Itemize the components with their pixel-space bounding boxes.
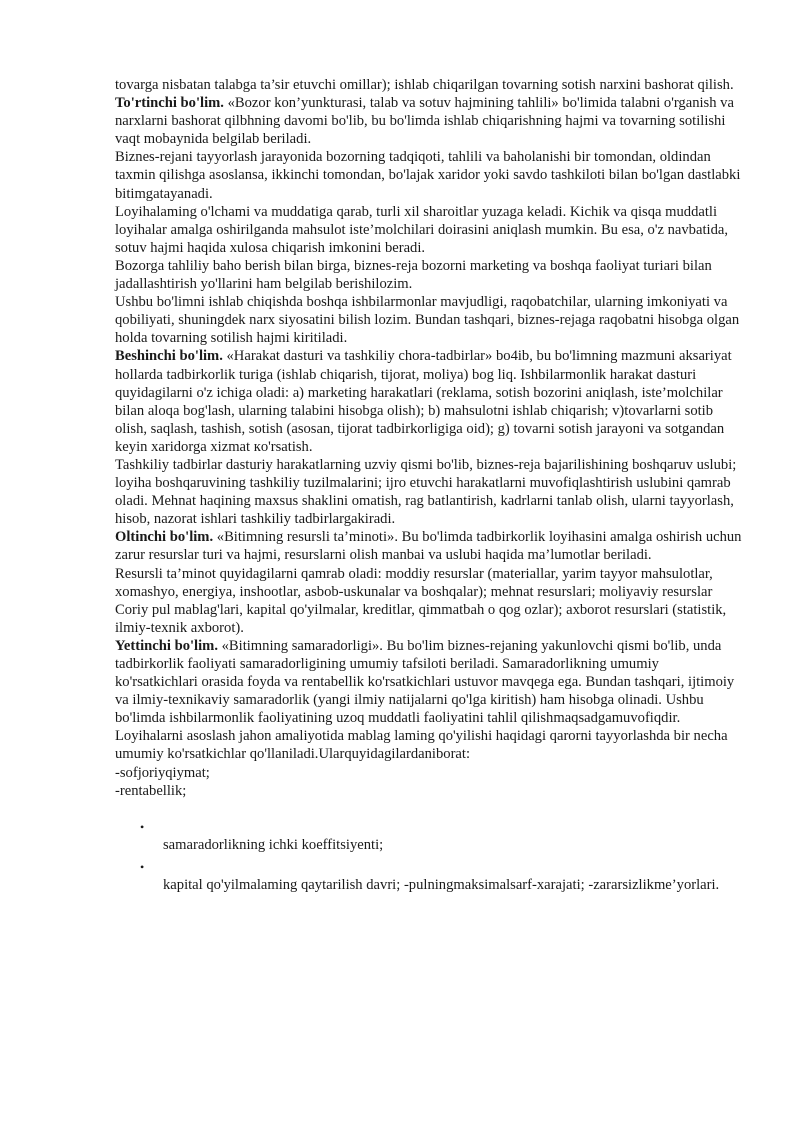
paragraph-10 [115, 565, 743, 637]
section-6-heading: Oltinchi bo'lim. [115, 529, 214, 546]
paragraph-text: Tashkiliy tadbirlar dasturiy harakatlarning uzviy qismi bo'lib, biznes-reja bajarilishining boshqaruv uslubi; loyiha boshqaruvining tashkiliy tuzilmalarini; ijro etuvchi harakatlarni muvofiqlashtirish uslubini qamrab oladi. Mehnat haqining maxsus shaklini omatish, rag batlantirish, kadrlarni tanlab olish, ularni tayyorlash, hisob, nazorat ishlari tashkiliy tadbirlargakiradi. [115, 456, 737, 528]
paragraph-text: Biznes-rejani tayyorlash jarayonida bozorning tadqiqoti, tahlili va baholanishi bir tomondan, oldindan taxmin qilishga asoslansa, ikkinchi tomondan, bo'lajak xaridor yoki savdo tashkiloti bilan bo'lgan dastlabki bitimgatayanadi. [115, 149, 741, 202]
paragraph-text: «Bozor kon’yunkturasi, talab va sotuv hajmining tahlili» bo'limida talabni o'rganish va narxlarni bashorat qilbhning davomi bo'lib, bu bo'limda ishlab chiqarishning hajmi va tovarning sotilishi vaqt mobaynida belgilab beriladi. [115, 95, 734, 148]
paragraph-text: «Harakat dasturi va tashkiliy chora-tadbirlar» bo4ib, bu bo'limning mazmuni aksariyat hollarda tadbirkorlik turiga (ishlab chiqarish, tijorat, moliya) bog liq. Ishbilarmonlik harakat dasturi quyidagilarni o'z ichiga oladi: a) marketing harakatlari (reklama, sotish bozorini aniqlash, iste’molchilar bilan aloqa bog'lash, ularning talabini hisobga olish); b) mahsulotni ishlab chiqarish; v)tovarlarni sotib olish, saqlash, tashish, sotish (asosan, tijorat tadbirkorligiga oid); g) tovarni sotish jarayoni va sotgandan keyin xaridorga xizmat кo'rsatish. [115, 348, 732, 455]
bullet-item [115, 818, 743, 854]
paragraph-section-5 [115, 347, 743, 456]
indicator-line [115, 764, 743, 782]
paragraph-text: «Bitimning samaradorligi». Bu bo'lim biznes-rejaning yakunlovchi qismi bo'lib, unda tadbirkorlik faoliyati samaradorligining umumiy tafsiloti beriladi. Samaradorlikning umumiy ko'rsatkichlari orasida foyda va rentabellik ko'rsatkichlari ustuvor mavqega ega. Bundan tashqari, ijtimoiy va ilmiy-texnikaviy samaradorlik (yangi ilmiy natijalarni qo'lga kiritish) ham hisobga olinadi. Ushbu bo'limda ishbilarmonlik faoliyatining uzoq muddatli faoliyatini tahlil qilishmaqsadgamuvofiqdir. [115, 637, 735, 727]
paragraph-text: tovarga nisbatan talabga ta’sir etuvchi omillar); ishlab chiqarilgan tovarning sotish narxini bashorat qilish. [115, 77, 734, 93]
section-7-heading: Yettinchi bo'lim. [115, 637, 218, 654]
bullet-icon: • [140, 859, 145, 874]
paragraph-8 [115, 456, 743, 528]
paragraph-4 [115, 203, 743, 257]
paragraph-6 [115, 293, 743, 347]
indicator-text: -rentabellik; [115, 782, 187, 799]
indicator-line [115, 782, 743, 800]
bullet-text: kapital qo'yilmalaming qaytarilish davri; -pulningmaksimalsarf-xarajati; -zararsizlikme’yorlari. [163, 876, 720, 893]
paragraph-5 [115, 257, 743, 293]
indicator-text: -sofjoriyqiymat; [115, 764, 210, 781]
paragraph-12 [115, 727, 743, 763]
bullet-item [115, 858, 743, 894]
paragraph-text: Ushbu bo'limni ishlab chiqishda boshqa ishbilarmonlar mavjudligi, raqobatchilar, ularning imkoniyati va qobiliyati, shuningdek narx siyosatini bilish lozim. Bundan tashqari, biznes-rejaga raqobatni hisobga olgan holda tovarning sotilish hajmi kiritiladi. [115, 294, 740, 347]
document-page [115, 76, 743, 894]
paragraph-text: Loyihalaming o'lchami va muddatiga qarab, turli xil sharoitlar yuzaga keladi. Kichik va qisqa muddatli loyihalar amalga oshirilganda mahsulot iste’molchilari doirasini aniqlash mumkin. Bu esa, o'z navbatida, sotuv hajmi haqida xulosa chiqarish imkonini beradi. [115, 203, 728, 256]
paragraph-3 [115, 148, 743, 202]
paragraph-text: «Bitimning resursli ta’minoti». Bu bo'limda tadbirkorlik loyihasini amalga oshirish uchun zarur resurslar turi va hajmi, resurslarni olish manbai va uslubi haqida ma’lumotlar beriladi. [115, 529, 742, 564]
paragraph-text: Resursli ta’minot quyidagilarni qamrab oladi: moddiy resurslar (materiallar, yarim tayyor mahsulotlar, xomashyo, energiya, inshootlar, asbob-uskunalar va boshqalar); mehnat resurslari; moliyaviy resurslar Coriy pul mablag'lari, kapital qo'yilmalar, kreditlar, qimmatbah o qog ozlar); axborot resurslari (statistik, ilmiy-texnik axborot). [115, 565, 727, 636]
paragraph-section-4 [115, 94, 743, 148]
paragraph-section-7 [115, 637, 743, 727]
bullet-list [115, 818, 743, 894]
paragraph-text: Bozorga tahliliy baho berish bilan birga, biznes-reja bozorni marketing va boshqa faoliyat turiari bilan jadallashtirish yo'llarini ham belgilab berishilozim. [115, 257, 712, 293]
bullet-icon: • [140, 819, 145, 834]
paragraph-text: Loyihalarni asoslash jahon amaliyotida mablag laming qo'yilishi haqidagi qarorni tayyorlashda bir necha umumiy ko'rsatkichlar qo'llaniladi.Ularquyidagilardaniborat: [115, 728, 728, 763]
paragraph-section-6 [115, 528, 743, 564]
paragraph-1 [115, 76, 743, 94]
section-5-heading: Beshinchi bo'lim. [115, 348, 223, 365]
bullet-text: samaradorlikning ichki koeffitsiyenti; [163, 836, 384, 853]
section-4-heading: To'rtinchi bo'lim. [115, 95, 224, 112]
